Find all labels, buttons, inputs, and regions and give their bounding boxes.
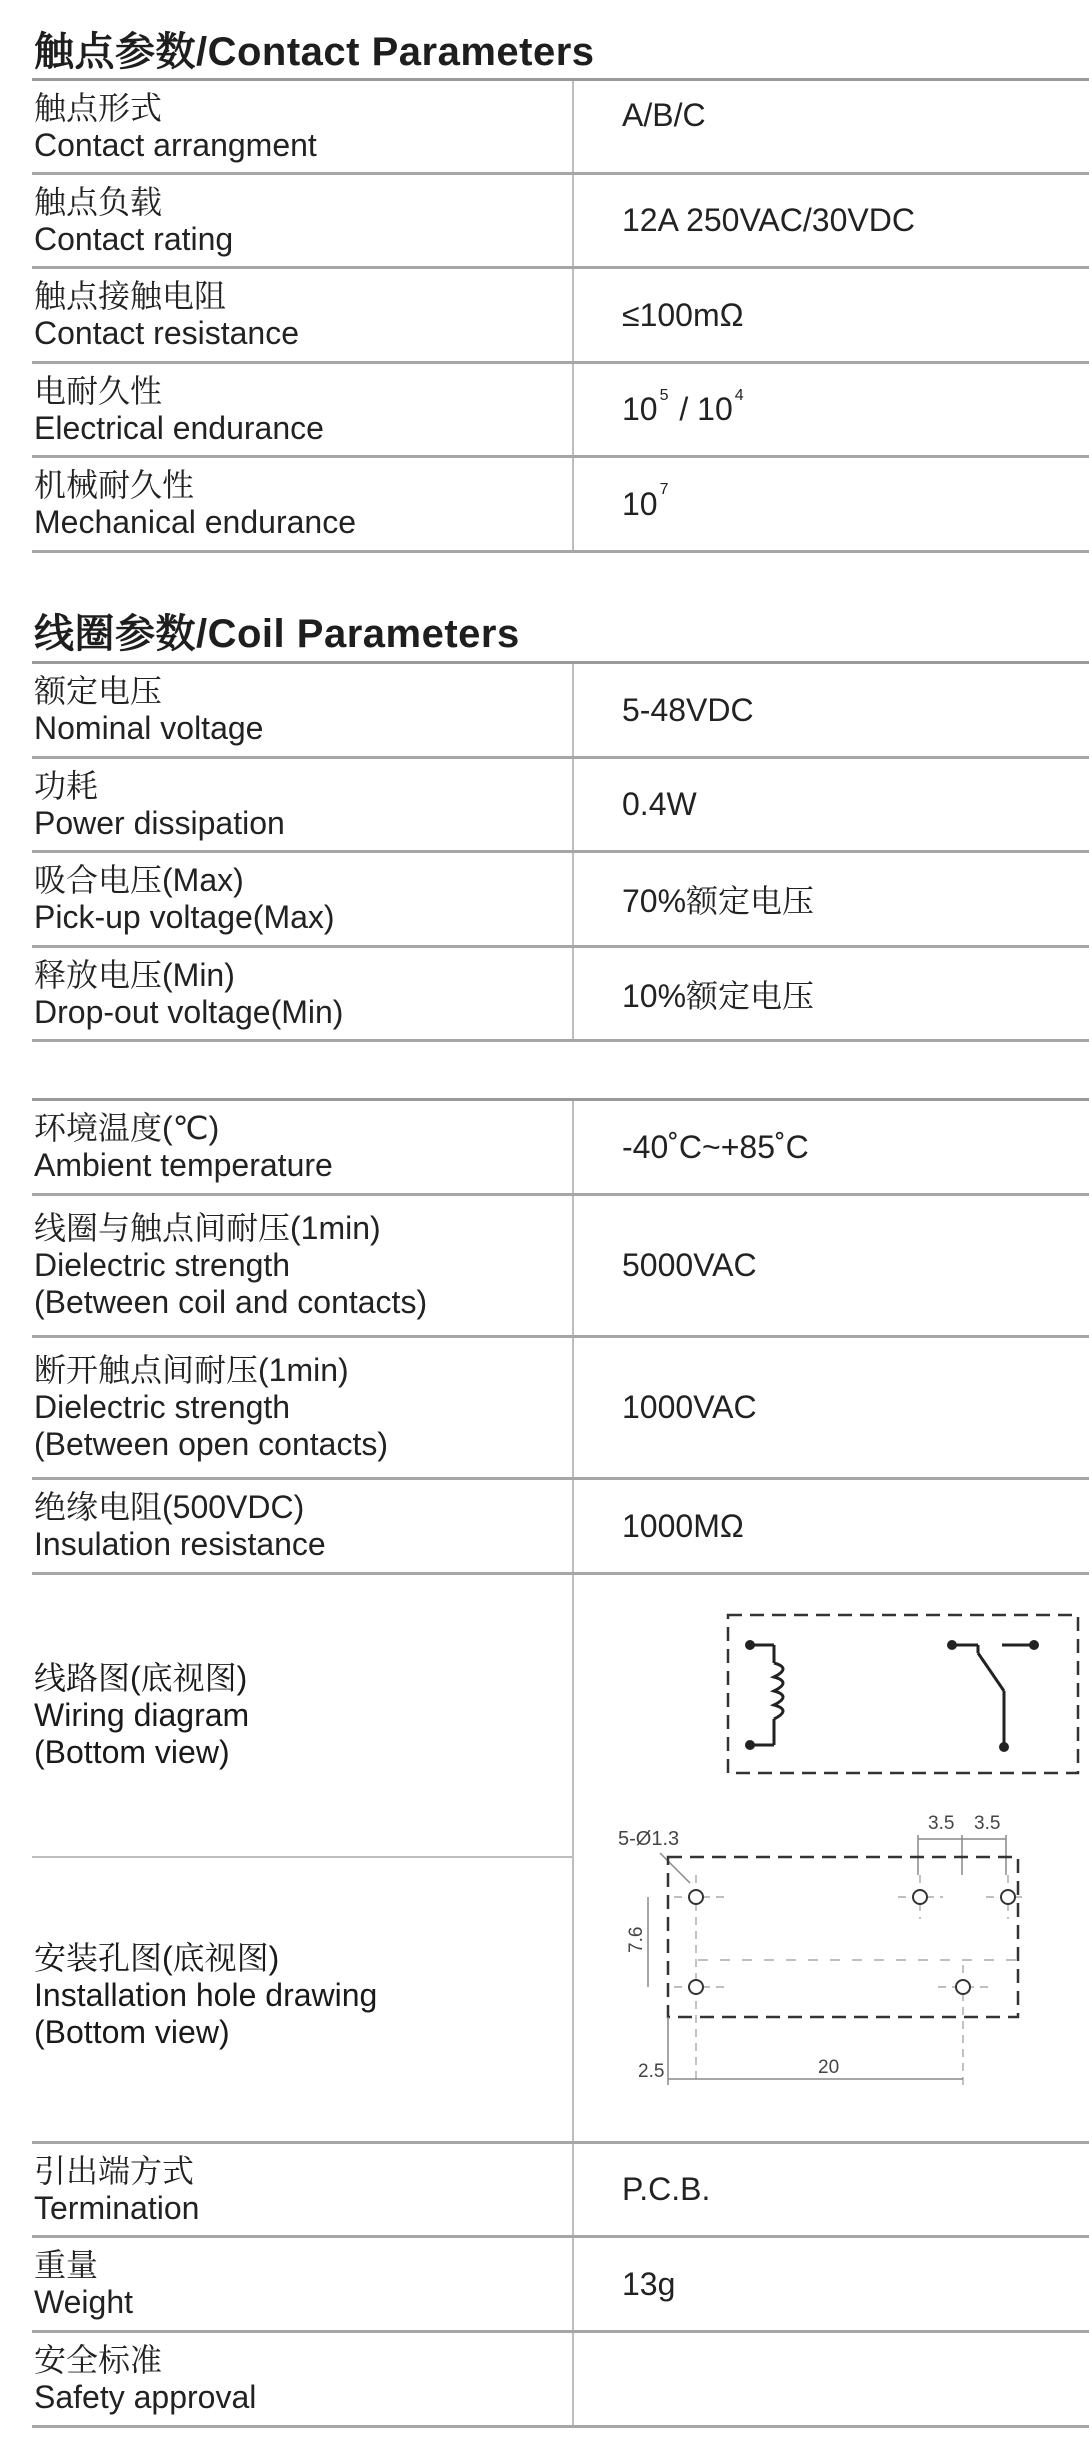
label-cn: 线圈与触点间耐压(1min) (34, 1210, 381, 1246)
label-cn: 电耐久性 (34, 372, 163, 409)
pcb-hole (956, 1980, 970, 1994)
table-row (32, 1196, 1089, 1338)
label-cn: 释放电压(Min) (34, 956, 235, 993)
table-row (32, 2238, 1089, 2333)
value: -40˚C~+85˚C (622, 1128, 809, 1165)
table-row (32, 364, 1089, 458)
label-en: Wiring diagram (34, 1697, 250, 1733)
contact-section-title: 触点参数/Contact Parameters (34, 30, 595, 74)
value-separator: / (670, 391, 698, 427)
label-en: Pick-up voltage(Max) (34, 899, 335, 935)
pcb-hole (913, 1890, 927, 1904)
table-row (32, 853, 1089, 948)
switch-symbol (956, 1645, 1030, 1745)
label-en: Termination (34, 2189, 200, 2226)
coil-terminal (745, 1640, 755, 1650)
label-en-note: (Between coil and contacts) (34, 1284, 428, 1320)
label-cn: 环境温度(℃) (34, 1110, 220, 1146)
table-row (32, 175, 1089, 269)
value-exponent: 7 (659, 481, 669, 498)
label-en: Safety approval (34, 2379, 257, 2415)
coil-section-title: 线圈参数/Coil Parameters (34, 612, 520, 656)
table-row (32, 664, 1089, 759)
label-cn: 触点负载 (34, 183, 163, 220)
label-en: Insulation resistance (34, 1526, 326, 1562)
label-en: Power dissipation (34, 804, 285, 841)
value: ≤100mΩ (622, 296, 744, 333)
pcb-hole (689, 1980, 703, 1994)
value-exponent: 5 (659, 386, 669, 404)
switch-terminal (947, 1640, 957, 1650)
dim-holes: 5-Ø1.3 (618, 1828, 680, 1850)
value-exponent: 4 (734, 386, 744, 404)
label-en: Contact arrangment (34, 126, 317, 163)
wiring-label-block (34, 1660, 564, 1771)
pcb-hole (1001, 1890, 1015, 1904)
table-row (32, 81, 1089, 175)
table-row (32, 1338, 1089, 1480)
label-cn: 功耗 (34, 767, 99, 804)
value: 12A 250VAC/30VDC (622, 202, 915, 238)
table-row (32, 2333, 1089, 2428)
label-en-note: (Bottom view) (34, 1734, 230, 1770)
label-en: Dielectric strength (34, 1389, 291, 1425)
diagram-block (32, 1575, 1089, 2144)
dim-pitch-b: 3.5 (974, 1815, 1001, 1834)
label-en: Contact resistance (34, 315, 300, 351)
label-en: Nominal voltage (34, 710, 264, 746)
wiring-diagram (692, 1613, 1089, 1813)
value: P.C.B. (622, 2171, 711, 2207)
label-cn: 安装孔图(底视图) (34, 1940, 280, 1976)
switch-terminal (1029, 1640, 1039, 1650)
label-cn: 断开触点间耐压(1min) (34, 1352, 349, 1388)
label-cn: 安全标准 (34, 2342, 163, 2378)
label-cn: 绝缘电阻(500VDC) (34, 1489, 305, 1525)
value: 5000VAC (622, 1247, 757, 1283)
label-en: Weight (34, 2284, 134, 2320)
install-label-block (34, 1940, 564, 2051)
label-en-note: (Bottom view) (34, 2014, 230, 2050)
label-cn: 线路图(底视图) (34, 1660, 248, 1696)
label-separator (32, 1856, 572, 1858)
label-en: Mechanical endurance (34, 504, 356, 540)
coil-symbol (752, 1645, 783, 1745)
pcb-hole (689, 1890, 703, 1904)
dim-offset: 2.5 (638, 2061, 665, 2082)
value-base: 10 (697, 391, 733, 427)
table-row (32, 1101, 1089, 1196)
switch-terminal (999, 1742, 1009, 1752)
dim-height: 7.6 (626, 1926, 647, 1953)
label-cn: 引出端方式 (34, 2152, 195, 2189)
label-en: Electrical endurance (34, 409, 324, 446)
label-cn: 吸合电压(Max) (34, 862, 244, 898)
label-en: Drop-out voltage(Min) (34, 993, 344, 1030)
install-hole-drawing (598, 1815, 1088, 2125)
value-base: 10 (622, 485, 658, 522)
table-row (32, 458, 1089, 553)
table-row (32, 2144, 1089, 2238)
label-cn: 额定电压 (34, 673, 163, 709)
table-row (32, 1480, 1089, 1575)
label-en: Installation hole drawing (34, 1977, 378, 2013)
value: 1000VAC (622, 1389, 757, 1425)
table-row (32, 269, 1089, 364)
value: 5-48VDC (622, 691, 754, 728)
label-cn: 机械耐久性 (34, 467, 195, 503)
value: 1000MΩ (622, 1507, 744, 1544)
dim-span: 20 (818, 2057, 840, 2078)
label-cn: 触点接触电阻 (34, 278, 227, 314)
label-cn: 触点形式 (34, 89, 163, 126)
label-cn: 重量 (34, 2247, 99, 2283)
value: 70%额定电压 (622, 883, 815, 919)
value: A/B/C (622, 97, 706, 133)
dim-pitch-a: 3.5 (928, 1815, 955, 1834)
value-base: 10 (622, 391, 658, 427)
label-en-note: (Between open contacts) (34, 1426, 388, 1462)
value: 10%额定电压 (622, 977, 815, 1014)
coil-terminal (745, 1740, 755, 1750)
label-en: Dielectric strength (34, 1247, 291, 1283)
label-en: Ambient temperature (34, 1147, 333, 1183)
value: 0.4W (622, 786, 697, 822)
table-row (32, 759, 1089, 853)
table-row (32, 948, 1089, 1042)
value: 13g (622, 2265, 676, 2302)
label-en: Contact rating (34, 220, 234, 257)
